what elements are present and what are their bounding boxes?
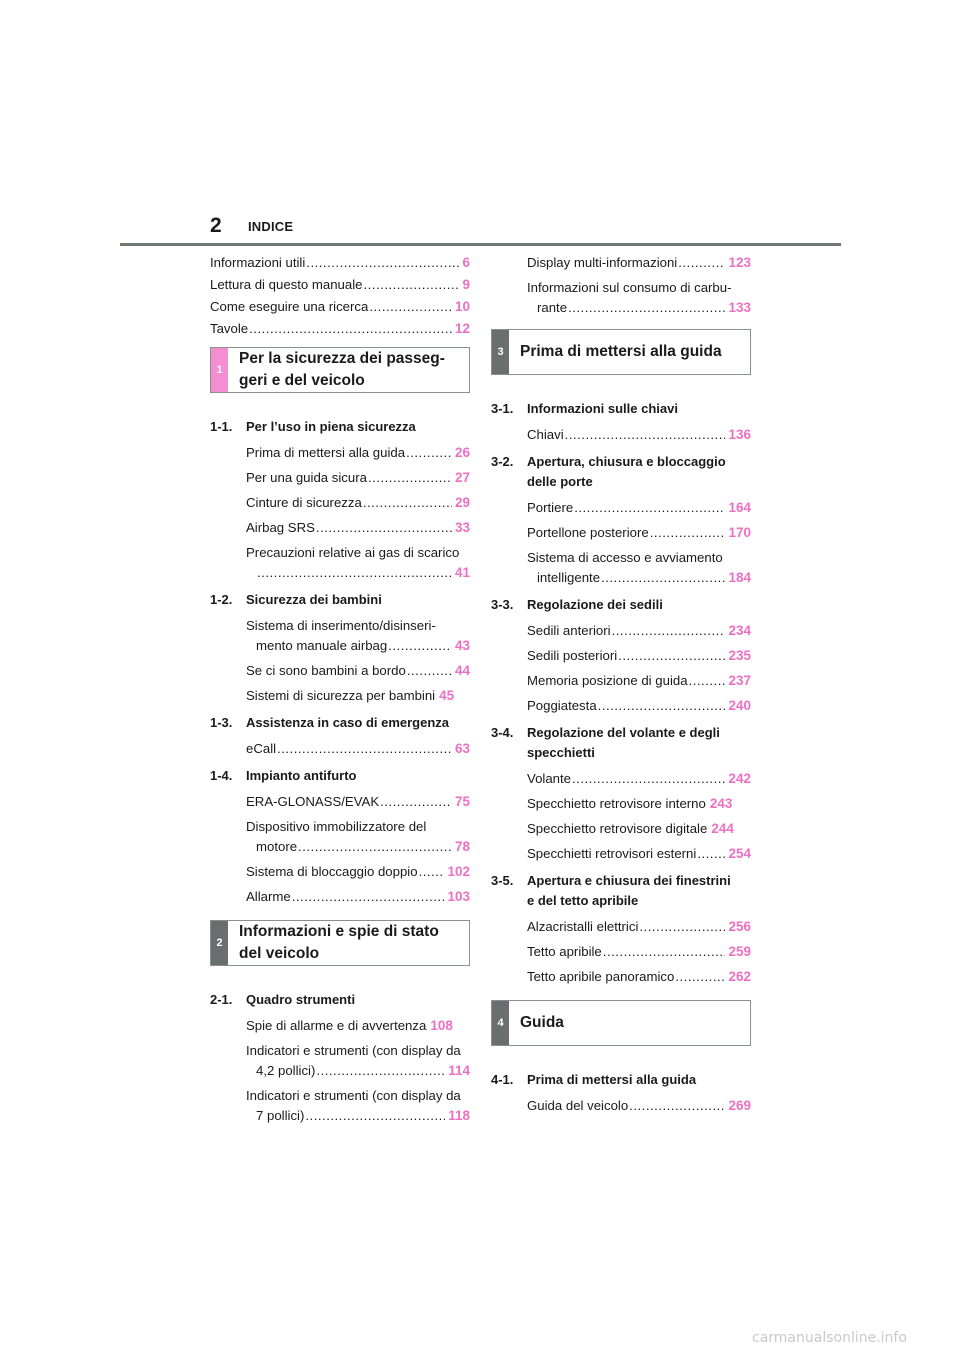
page-link[interactable]: 256	[728, 919, 751, 934]
toc-entry[interactable]: Sistema di accesso e avviamento intelligente ..... 184	[527, 548, 751, 593]
page-link[interactable]: 235	[728, 648, 751, 663]
page-link[interactable]: 12	[454, 321, 470, 336]
page-link[interactable]: 259	[728, 944, 751, 959]
page-link[interactable]: 237	[728, 673, 751, 688]
page-link[interactable]: 29	[454, 495, 470, 510]
toc-entry[interactable]: Portellone posteriore ..... 170	[527, 523, 751, 548]
page-link[interactable]: 254	[728, 846, 751, 861]
subsection-heading: 3-2. Apertura, chiusura e bloccaggio delle porte	[491, 454, 726, 489]
page-link[interactable]: 244	[711, 821, 734, 836]
page-link[interactable]: 44	[454, 663, 470, 678]
toc-entry[interactable]: Sedili anteriori ..... 234	[527, 621, 751, 646]
toc-entry[interactable]: eCall ..... 63	[246, 739, 470, 764]
section-header-3[interactable]	[491, 329, 751, 375]
subsection-heading: 3-3. Regolazione dei sedili	[491, 597, 663, 612]
toc-entry[interactable]: Portiere ..... 164	[527, 498, 751, 523]
subsection-heading: 1-2. Sicurezza dei bambini	[210, 592, 382, 607]
page-link[interactable]: 103	[447, 889, 470, 904]
page-link[interactable]: 41	[454, 565, 470, 580]
page-link[interactable]: 133	[728, 300, 751, 315]
toc-entry[interactable]: Indicatori e strumenti (con display da 4,2 pollici) ..... 114	[246, 1041, 470, 1086]
section-tab: 3	[492, 330, 509, 374]
subsection-heading: 3-1. Informazioni sulle chiavi	[491, 401, 678, 416]
page-link[interactable]: 262	[728, 969, 751, 984]
page-link[interactable]: 102	[447, 864, 470, 879]
page-link[interactable]: 242	[728, 771, 751, 786]
subsection-heading: 2-1. Quadro strumenti	[210, 992, 356, 1007]
page-link[interactable]: 136	[728, 427, 751, 442]
toc-intro-entry[interactable]: Informazioni utili ..... 6	[210, 253, 470, 275]
page-link[interactable]: 170	[728, 525, 751, 540]
page-link[interactable]: 26	[454, 445, 470, 460]
section-title: Per la sicurezza dei passeg-	[239, 350, 445, 367]
section-tab: 4	[492, 1001, 509, 1045]
toc-entry[interactable]: Poggiatesta ..... 240	[527, 696, 751, 721]
toc-entry[interactable]: Volante ..... 242	[527, 769, 751, 794]
page-link[interactable]: 164	[728, 500, 751, 515]
subsection-heading: 1-1. Per l’uso in piena sicurezza	[210, 419, 416, 434]
page-link[interactable]: 33	[454, 520, 470, 535]
toc-entry[interactable]: Specchietti retrovisori esterni ..... 254	[527, 844, 751, 869]
page-number: 2	[210, 214, 222, 237]
toc-entry[interactable]: Prima di mettersi alla guida ..... 26	[246, 443, 470, 468]
toc-entry[interactable]: Alzacristalli elettrici ..... 256	[527, 917, 751, 942]
toc-entry[interactable]: Memoria posizione di guida ..... 237	[527, 671, 751, 696]
toc-entry[interactable]: Dispositivo immobilizzatore del motore ..... 78	[246, 817, 470, 862]
page-link[interactable]: 6	[462, 255, 470, 270]
toc-entry[interactable]: Display multi-informazioni ..... 123	[527, 253, 751, 278]
page-link[interactable]: 114	[448, 1063, 470, 1078]
toc-entry[interactable]: Airbag SRS ..... 33	[246, 518, 470, 543]
subsection-heading: 3-5. Apertura e chiusura dei finestrini e del tetto apribile	[491, 873, 731, 908]
section-header-2[interactable]: 2 Informazioni e spie di stato del veicolo	[210, 920, 470, 966]
toc-entry[interactable]: Indicatori e strumenti (con display da 7 pollici) ..... 118	[246, 1086, 470, 1131]
page-link[interactable]: 78	[454, 839, 470, 854]
toc-left-column	[210, 253, 470, 1131]
toc-entry[interactable]: Chiavi ..... 136	[527, 425, 751, 450]
watermark: carmanualsonline.info	[752, 1330, 907, 1346]
page-link[interactable]: 43	[454, 638, 470, 653]
page-link[interactable]: 27	[454, 470, 470, 485]
toc-entry[interactable]: Tetto apribile panoramico ..... 262	[527, 967, 751, 992]
toc-entry[interactable]: Guida del veicolo ..... 269	[527, 1096, 751, 1121]
subsection-heading: 1-4. Impianto antifurto	[210, 768, 357, 783]
toc-entry[interactable]: Sedili posteriori ..... 235	[527, 646, 751, 671]
page-link[interactable]: 118	[448, 1108, 470, 1123]
toc-entry[interactable]: Specchietto retrovisore digitale 244	[527, 819, 751, 844]
section-tab: 1	[211, 348, 228, 392]
page-link[interactable]: 184	[728, 570, 751, 585]
page-link[interactable]: 9	[462, 277, 470, 292]
page-header-title: INDICE	[248, 219, 294, 234]
section-title: Guida	[520, 1014, 564, 1031]
page-link[interactable]: 63	[454, 741, 470, 756]
toc-entry[interactable]: ERA-GLONASS/EVAK ..... 75	[246, 792, 470, 817]
section-title: Prima di mettersi alla guida	[520, 343, 722, 360]
page-link[interactable]: 240	[728, 698, 751, 713]
section-header-4[interactable]	[491, 1000, 751, 1046]
toc-entry[interactable]: Tetto apribile ..... 259	[527, 942, 751, 967]
toc-entry[interactable]: Allarme ..... 103	[246, 887, 470, 912]
subsection-heading: 3-4. Regolazione del volante e degli specchietti	[491, 725, 720, 760]
toc-entry[interactable]: Sistema di inserimento/disinseri- mento manuale airbag ..... 43	[246, 616, 470, 661]
page-link[interactable]: 45	[439, 688, 455, 703]
section-tab: 2	[211, 921, 228, 965]
toc-entry[interactable]: Per una guida sicura ..... 27	[246, 468, 470, 493]
toc-entry[interactable]: Sistema di bloccaggio doppio ..... 102	[246, 862, 470, 887]
toc-entry[interactable]: Sistemi di sicurezza per bambini 45	[246, 686, 470, 711]
section-title: Informazioni e spie di stato	[239, 923, 439, 940]
page-link[interactable]: 269	[728, 1098, 751, 1113]
toc-entry[interactable]: Spie di allarme e di avvertenza 108	[246, 1016, 470, 1041]
page-link[interactable]: 108	[430, 1018, 453, 1033]
page-link[interactable]: 243	[709, 796, 733, 811]
toc-entry[interactable]: Cinture di sicurezza ..... 29	[246, 493, 470, 518]
toc-entry[interactable]: Informazioni sul consumo di carbu- rante ..... 133	[527, 278, 751, 323]
toc-entry[interactable]: Precauzioni relative ai gas di scarico ..... 41	[246, 543, 470, 588]
page-link[interactable]: 123	[728, 255, 751, 270]
page-link[interactable]: 75	[454, 794, 470, 809]
toc-intro-entry[interactable]: Lettura di questo manuale ..... 9	[210, 275, 470, 297]
section-header-1[interactable]: 1 Per la sicurezza dei passeg- geri e del veicolo	[210, 347, 470, 393]
toc-entry[interactable]: Specchietto retrovisore interno 243	[527, 794, 751, 819]
page-link[interactable]: 10	[454, 299, 470, 314]
header-rule	[120, 243, 841, 246]
page-link[interactable]: 234	[728, 623, 751, 638]
toc-entry[interactable]: Se ci sono bambini a bordo ..... 44	[246, 661, 470, 686]
toc-intro-entry[interactable]: Come eseguire una ricerca ..... 10	[210, 297, 470, 319]
subsection-heading: 4-1. Prima di mettersi alla guida	[491, 1072, 697, 1087]
toc-intro-entry[interactable]: Tavole ..... 12	[210, 319, 470, 341]
subsection-heading: 1-3. Assistenza in caso di emergenza	[210, 715, 450, 730]
toc-right-column	[491, 253, 751, 1121]
